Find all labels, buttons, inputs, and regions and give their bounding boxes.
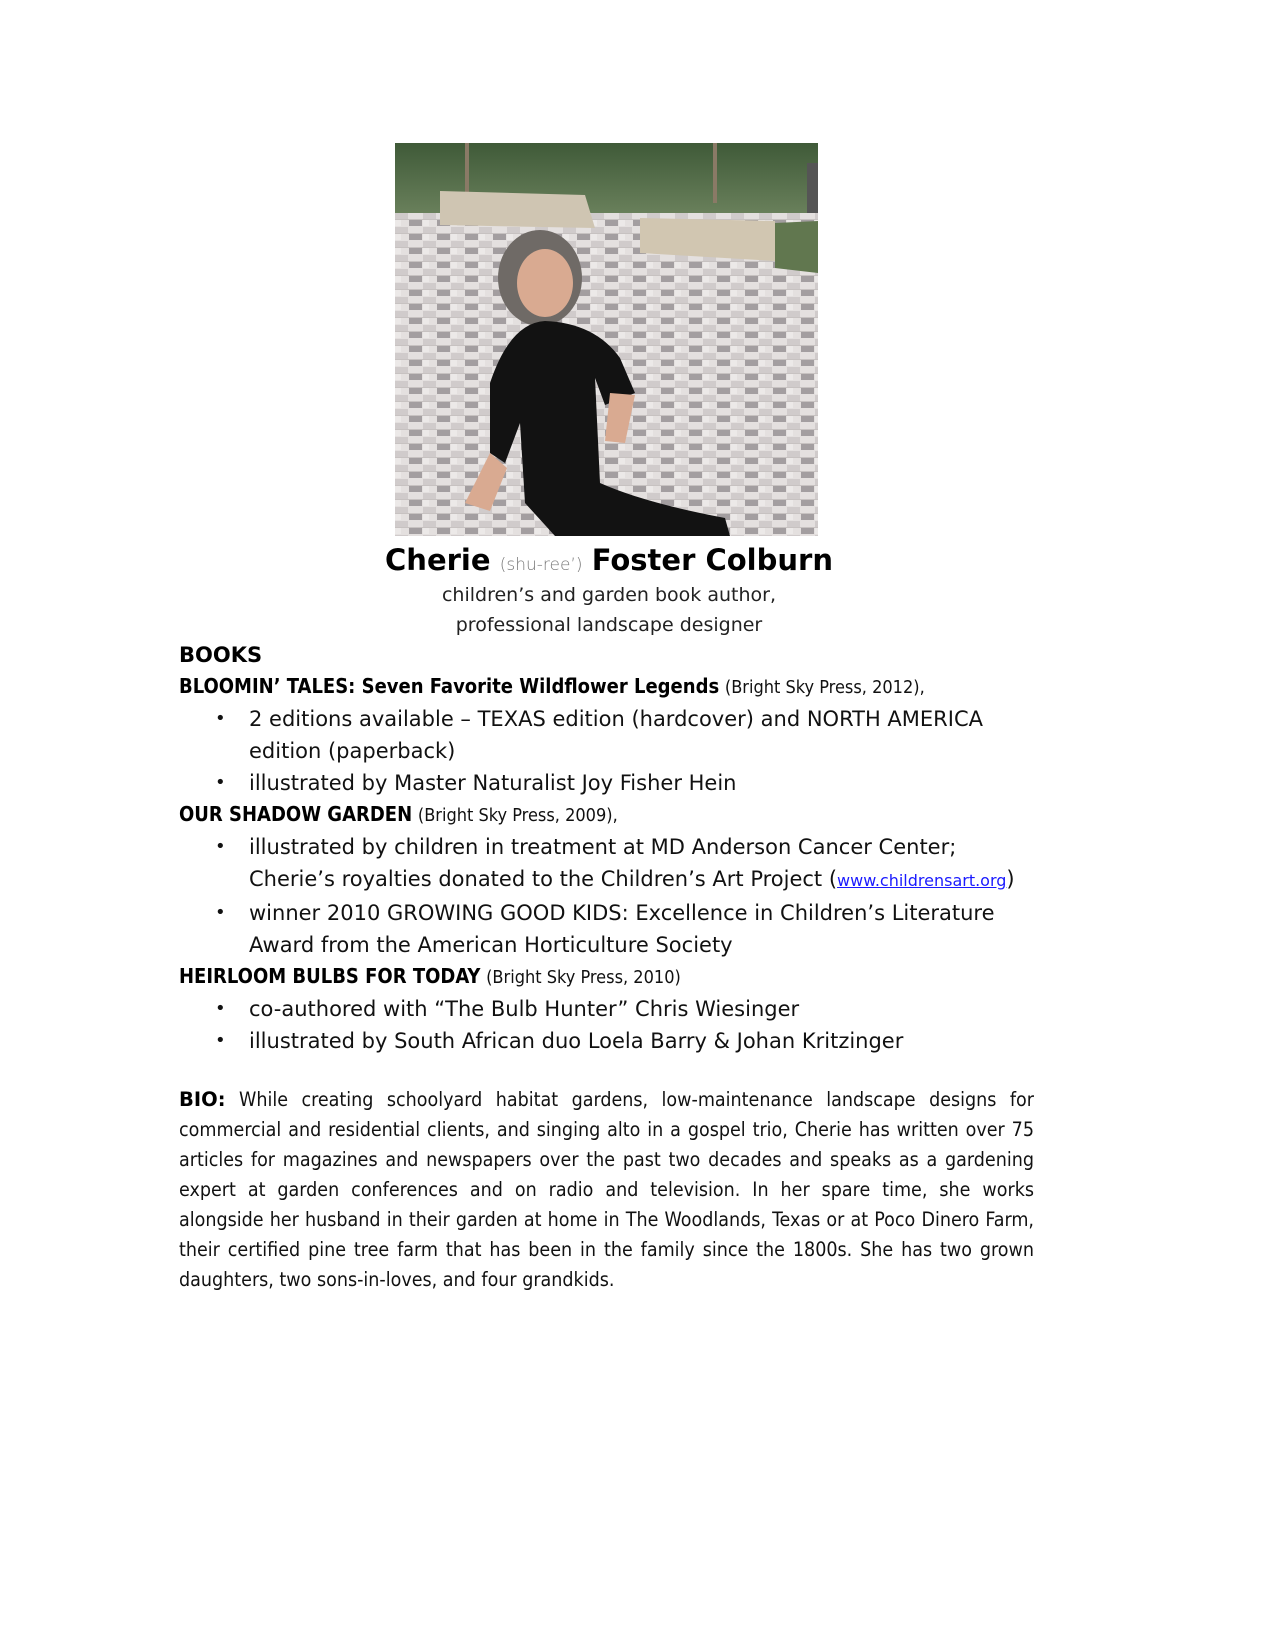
list-item: • 2 editions available – TEXAS edition (hardcover) and NORTH AMERICA edition (paperback) bbox=[249, 703, 1039, 767]
book-publisher: (Bright Sky Press, 2012), bbox=[724, 677, 925, 698]
first-name: Cherie bbox=[385, 543, 491, 577]
list-item: • illustrated by children in treatment at MD Anderson Cancer Center; Cherie’s royalties donated to the Children’s Art Project (www.childrensart.org) bbox=[249, 831, 1039, 897]
bullet-icon: • bbox=[215, 708, 226, 729]
book-title: OUR SHADOW GARDEN bbox=[179, 802, 413, 826]
last-name: Foster Colburn bbox=[591, 543, 833, 577]
books-section bbox=[179, 640, 1039, 1057]
bullet-icon: • bbox=[215, 836, 226, 857]
book-details-list bbox=[179, 703, 1039, 799]
book-details-list bbox=[179, 993, 1039, 1057]
book-entry-heirloom-bulbs bbox=[179, 961, 1039, 993]
book-title: BLOOMIN’ TALES: Seven Favorite Wildflower Legends bbox=[179, 674, 720, 698]
book-title: HEIRLOOM BULBS FOR TODAY bbox=[179, 964, 481, 988]
book-entry-our-shadow-garden bbox=[179, 799, 1039, 831]
books-heading: BOOKS bbox=[179, 643, 263, 667]
list-item: • illustrated by South African duo Loela Barry & Johan Kritzinger bbox=[249, 1025, 1039, 1057]
bullet-icon: • bbox=[215, 902, 226, 923]
bullet-icon: • bbox=[215, 772, 226, 793]
author-photo bbox=[395, 143, 818, 536]
list-item: • illustrated by Master Naturalist Joy Fisher Hein bbox=[249, 767, 1039, 799]
bio-paragraph bbox=[179, 1085, 1034, 1295]
portrait-image bbox=[395, 143, 818, 536]
bullet-icon: • bbox=[215, 998, 226, 1019]
pronunciation: (shu-ree’) bbox=[499, 555, 583, 575]
childrensart-link[interactable]: www.childrensart.org bbox=[837, 871, 1007, 890]
list-item: • winner 2010 GROWING GOOD KIDS: Excellence in Children’s Literature Award from the American Horticulture Society bbox=[249, 897, 1039, 961]
book-details-list bbox=[179, 831, 1039, 961]
book-publisher: (Bright Sky Press, 2010) bbox=[486, 967, 681, 988]
bio-label: BIO: bbox=[179, 1088, 226, 1111]
book-entry-bloomin-tales bbox=[179, 671, 1039, 703]
author-name-heading bbox=[0, 540, 1218, 585]
bullet-icon: • bbox=[215, 1030, 226, 1051]
list-item: • co-authored with “The Bulb Hunter” Chris Wiesinger bbox=[249, 993, 1039, 1025]
subtitle-line-2: professional landscape designer bbox=[455, 614, 763, 636]
subtitle-line-1: children’s and garden book author, bbox=[441, 584, 776, 606]
book-publisher: (Bright Sky Press, 2009), bbox=[417, 805, 618, 826]
bio-text: While creating schoolyard habitat gardens, low-maintenance landscape designs for commercial and residential clients, and singing alto in a gospel trio, Cherie has written over 75 articles for magazines and newspapers over the past two decades and speaks as a gardening expert at garden conferences and on radio and television. In her spare time, she works alongside her husband in their garden at home in The Woodlands, Texas or at Poco Dinero Farm, their certified pine tree farm that has been in the family since the 1800s. She has two grown daughters, two sons-in-loves, and four grandkids. bbox=[179, 1088, 1034, 1291]
